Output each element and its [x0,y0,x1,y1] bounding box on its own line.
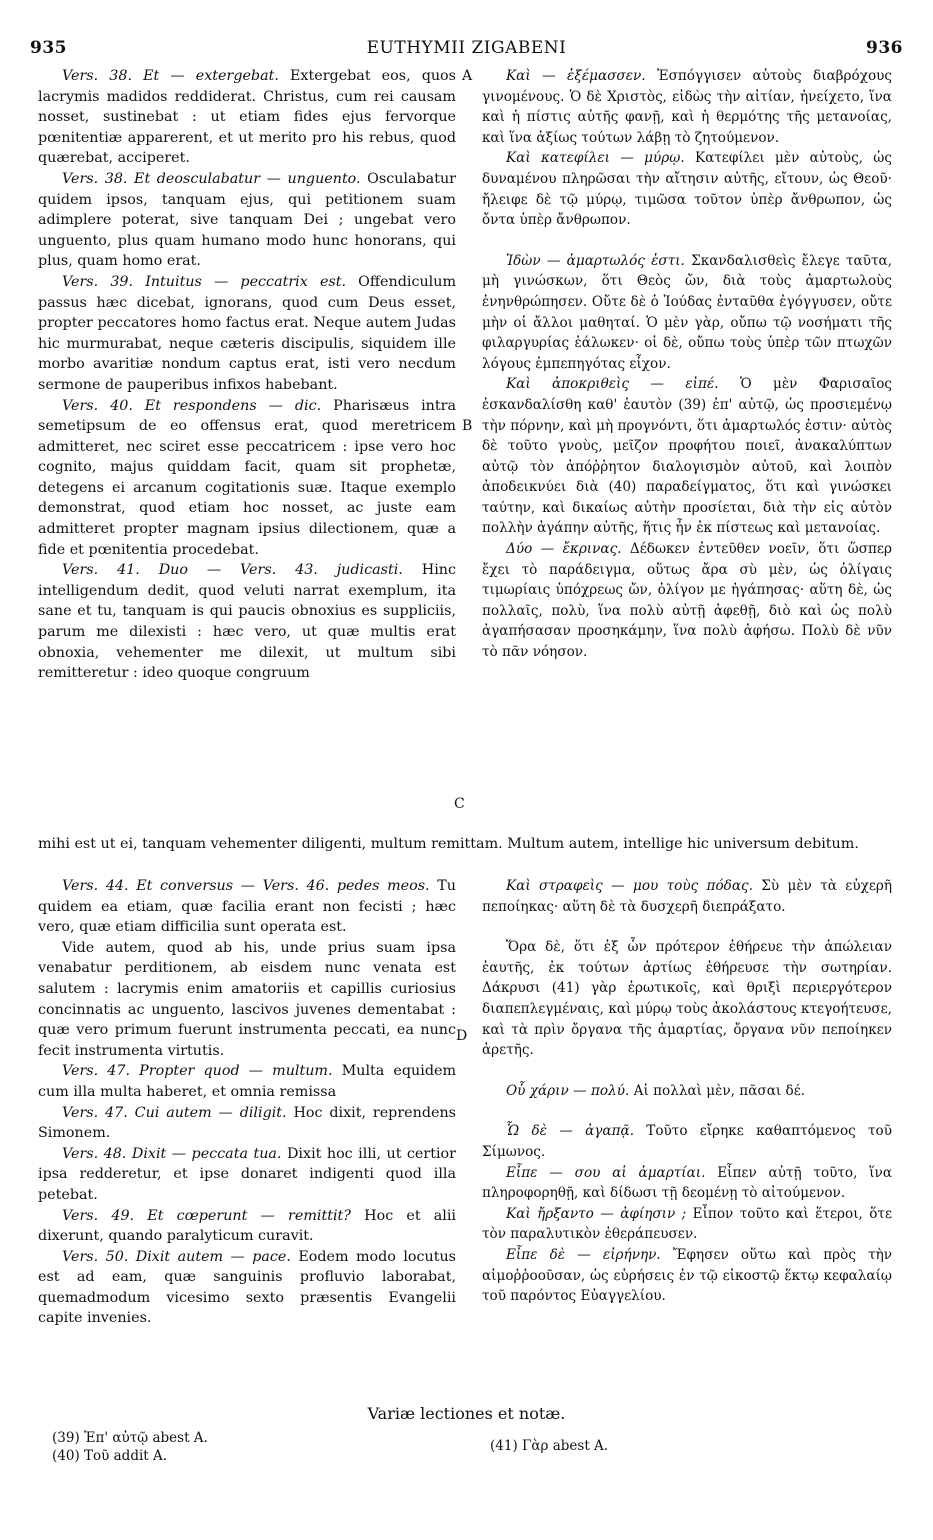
greek-paragraph [482,937,892,1061]
greek-paragraph [482,1204,892,1245]
latin-paragraph [38,876,456,938]
verse-label: Καὶ ἀποκριθεὶς — εἰπέ. [506,376,719,393]
paragraph-text: Tu quidem ea etiam, quæ facilia erant non fecisti ; hæc vero, quæ etiam difficilia sunt operata est. [38,878,456,936]
paragraph-text: Σὺ μὲν τὰ εὐχερῆ πεποίηκας· αὕτη δὲ τὰ δυσχερῆ διεπράξατο. [482,878,892,915]
latin-paragraph [38,1206,456,1247]
greek-paragraph [482,251,892,375]
greek-paragraph [482,1245,892,1307]
margin-letter-d: D [456,1028,468,1044]
verse-label: Καὶ ἤρξαντο — ἀφίησιν ; [506,1205,687,1222]
verse-label: Οὗ χάριν — πολύ. [506,1082,630,1099]
paragraph-text: Τοῦτο εἴρηκε καθαπτόμενος τοῦ Σίμωνος. [482,1123,892,1160]
paragraph-text: Multa equidem cum illa multa haberet, et omnia remissa [38,1063,456,1100]
paragraph-text: Hoc dixit, reprendens Simonem. [38,1104,456,1142]
greek-paragraph [482,1121,892,1162]
paragraph-text: Offendiculum passus hæc dicebat, ignorans, quod cum Deus esset, propter peccatores homo factus erat. Neque autem Judas hic murmurabat, neque cæteris discipulis, siquidem ille morbo avaritiæ nondum captus erat, isti vero necdum sermone de pauperibus infixos habebant. [38,273,456,393]
paragraph-text: Hoc et alii dixerunt, quando paralyticum curavit. [38,1207,457,1245]
verse-label: Καὶ κατεφίλει — μύρῳ. [506,150,685,167]
paragraph-text: Extergebat eos, quos lacrymis madidos reddiderat. Christus, cum rei causam nosset, sustinebat : ut etiam fides ejus fervorque pœnitentiæ apparerent, et ut merito pro his rebus, quod quærebat, acciperet. [38,68,457,167]
verse-label: Εἶπε — σου αἱ ἁμαρτίαι. [506,1164,706,1181]
paragraph-text: Hinc intelligendum dedit, quod veluti narrat exemplum, ita sane et tu, tanquam is qui paucis obnoxius es suppliciis, parum me dilexisti : hæc vero, ut quæ multis erat obnoxia, vehementer me dilexit, ut multum sibi remitteretur : ideo quoque congruum [38,562,456,682]
greek-paragraph [482,1081,892,1102]
verse-label: Vers. 47. Cui autem — diligit. [62,1104,287,1121]
verse-label: Vers. 44. Et conversus — Vers. 46. pedes meos. [62,878,430,894]
paragraph-text: Δέδωκεν ἐντεῦθεν νοεῖν, ὅτι ὥσπερ ἔχει τὸ παράδειγμα, οὕτως ἄρα σὺ μὲν, ὡς ὀλίγαις τιμωρίαις ὑπόχρεως ὤν, ὀλίγον με ἠγάπησας· αὕτη δὲ, ὡς πολλαῖς, πολὺ, ἵνα πολὺ αὐτῇ ἀφεθῇ, διὸ καὶ ὡς πολὺ ἀγαπήσασαν προσηκάμην, ἵνα πολὺ ἀφήσω. Πολὺ δὲ νῦν τὸ πᾶν νόησον. [482,541,892,661]
paragraph-text: Dixit hoc illi, ut certior ipsa redderetur, et ipse donaret indigenti quod illa petebat. [38,1145,456,1203]
verse-label: Εἶπε δὲ — εἰρήνην. [506,1246,661,1263]
note-39: (39) Ἐπ' αὐτῷ abest A. [52,1430,208,1446]
margin-letter-a: A [462,68,473,84]
paragraph-text: Osculabatur quidem ipsos, tanquam ejus, qui petitionem suam adimplere poterat, sive tanquam Dei ; ungebat vero unguento, plus quam humano modo hunc honorans, qui plus, quam homo erat. [38,170,456,270]
paragraph-text: Σκανδαλισθεὶς ἔλεγε ταῦτα, μὴ γινώσκων, ὅτι Θεὸς ὤν, διὰ τοὺς ἁμαρτωλοὺς ἐνηνθρώπησεν. Οὔτε δὲ ὁ Ἰούδας ἐνταῦθα ἐγόγγυσεν, οὔτε μὴν οἱ ἄλλοι μαθηταί. Ὁ μὲν γὰρ, οὔπω τῷ νοσήματι τῆς φιλαργυρίας ἑάλωκεν· οἱ δὲ, οὔπω τοὺς ὑπὲρ τῶν πτωχῶν λόγους ἐμπεπηγότας εἶχον. [482,252,893,372]
greek-paragraph [482,876,892,917]
margin-letter-c: C [454,796,465,812]
latin-paragraph [38,938,456,1062]
verse-label: Ἰδὼν — ἁμαρτωλός ἐστι. [506,252,685,269]
paragraph-text: Κατεφίλει μὲν αὐτοὺς, ὡς δυναμένου πληρῶσαι τὴν αἴτησιν αὐτῆς, εἴτουν, ὡς Θεοῦ· ἤλειφε δὲ τῷ μύρῳ, τιμῶσα τοῦτον ὑπὲρ ἄνθρωπον, ὡς ὄντα ὑπὲρ ἄνθρωπον. [482,150,892,229]
paragraph-text: Ὁ μὲν Φαρισαῖος ἐσκανδαλίσθη καθ' ἑαυτὸν (39) ἐπ' αὐτῷ, ὡς προσιεμένῳ τὴν πόρνην, καὶ μὴ προγνόντι, ὅτι ἁμαρτωλός ἐστιν· αὐτὸς δὲ τοῦτο γνοὺς, μεῖζον προφήτου ποιεῖ, ἀνακαλύπτων αὐτῷ τὸν ἀπόῤῥητον διαλογισμὸν αὐτοῦ, καὶ λοιπὸν ἀποδεικνύει διὰ (40) παραδείγματος, ὅτι καὶ γινώσκει ταύτην, καὶ δικαίως αὐτὴν προσίεται, διὰ τὴν εἰς αὐτὸν πολλὴν ἀγάπην αὐτῆς, ἥτις ἦν ἐκ πίστεως καὶ μετανοίας. [482,376,893,537]
latin-paragraph [38,560,456,684]
verse-label: Vers. 48. Dixit — peccata tua. [62,1145,282,1162]
margin-letter-b: B [462,418,473,434]
latin-paragraph [38,272,456,396]
paragraph-text: Ὅρα δὲ, ὅτι ἐξ ὧν πρότερον ἐθήρευε τὴν ἀπώλειαν ἑαυτῆς, ἐκ τούτων ἀρτίως ἐθήρευσε τὴν σωτηρίαν. Δάκρυσι (41) γὰρ ἐρωτικοῖς, καὶ θριξὶ περιεργότερον διαπεπλεγμέναις, καὶ μύρῳ τοὺς ἀκολάστους κτεγοήτευσε, καὶ τὰ πρὶν ὄργανα τῆς ἁμαρτίας, ὄργανα νῦν πεποίηκεν ἀρετῆς. [482,939,892,1059]
greek-column-upper [482,66,892,663]
verse-label: Vers. 50. Dixit autem — pace. [62,1248,291,1265]
greek-paragraph [482,374,892,539]
latin-paragraph [38,1103,456,1144]
note-41: (41) Γὰρ abest A. [490,1438,609,1454]
verse-label: Δύο — ἔκρινας. [506,541,622,558]
latin-paragraph [38,66,456,169]
paragraph-text: Εἶπεν αὐτῇ τοῦτο, ἵνα πληροφορηθῇ, καὶ δίδωσι τῇ δεομένῃ τὸ αἰτούμενον. [482,1164,892,1202]
latin-paragraph [38,396,456,561]
verse-label: Vers. 38. Et — extergebat. [62,68,279,84]
verse-label: Vers. 38. Et deosculabatur — unguento. [62,170,361,187]
page-number-right: 936 [866,38,903,58]
verse-label: Καὶ — ἐξέμασσεν. [506,68,646,84]
verse-label: Vers. 49. Et cœperunt — remittit? [62,1207,351,1224]
page-header [30,38,903,64]
paragraph-text: Αἱ πολλαὶ μὲν, πᾶσαι δέ. [633,1082,806,1099]
latin-paragraph [38,1144,456,1206]
greek-paragraph [482,66,892,148]
verse-label: Vers. 39. Intuitus — peccatrix est. [62,273,347,290]
full-width-continuation: mihi est ut ei, tanquam vehementer diligenti, multum remittam. Multum autem, intellige hic universum debitum. [38,836,859,852]
verse-label: Vers. 47. Propter quod — multum. [62,1063,333,1080]
latin-column-lower [38,876,456,1329]
paragraph-text: Εἶπον τοῦτο καὶ ἕτεροι, ὅτε τὸν παραλυτικὸν ἐθεράπευσεν. [482,1205,892,1243]
verse-label: Καὶ στραφεὶς — μου τοὺς πόδας. [506,878,753,894]
page-number-left: 935 [30,38,67,58]
latin-paragraph [38,1061,456,1102]
verse-label: Ὧ δὲ — ἀγαπᾷ. [506,1123,635,1140]
greek-paragraph [482,539,892,663]
running-title: EUTHYMII ZIGABENI [366,38,567,58]
verse-label: Vers. 41. Duo — Vers. 43. judicasti. [62,562,403,579]
latin-paragraph [38,1247,456,1329]
greek-column-lower [482,876,892,1307]
greek-paragraph [482,148,892,230]
paragraph-text: Eodem modo locutus est ad eam, quæ sanguinis profluvio laborabat, quemadmodum vicesimo sexto præsentis Evangelii capite invenies. [38,1248,457,1327]
latin-paragraph [38,169,456,272]
greek-paragraph [482,1163,892,1204]
latin-column-upper [38,66,456,684]
paragraph-text: Ἔφησεν οὕτω καὶ πρὸς τὴν αἱμοῤῥοοῦσαν, ὡς εὑρήσεις ἐν τῷ εἰκοστῷ ἕκτῳ κεφαλαίῳ τοῦ παρόντος Εὐαγγελίου. [482,1246,892,1305]
paragraph-text: Pharisæus intra semetipsum de eo offensus erat, quod meretricem admitteret, nec sciret esse peccatricem : ipse vero hoc cognito, majus quiddam facit, quam sit prophetæ, detegens ei arcanum cogitationis suæ. Itaque exemplo demonstrat, quod etiam hoc nosset, ac juste eam admitteret propter magnam ipsius dilectionem, quæ a fide et pœnitentia procedebat. [38,397,456,558]
note-40: (40) Τοῦ addit A. [52,1448,168,1464]
paragraph-text: Vide autem, quod ab his, unde prius suam ipsa venabatur perditionem, ab eisdem nunc venata est salutem : lacrymis enim amatoriis et capillis curiosius concinnatis ac unguento, lascivos juvenes dementabat : quæ vero primum fuerunt instrumenta peccati, ea nunc fecit instrumenta virtutis. [38,939,456,1059]
notes-title: Variæ lectiones et notæ. [367,1404,566,1423]
paragraph-text: Ἐσπόγγισεν αὐτοὺς διαβρόχους γινομένους. Ὁ δὲ Χριστὸς, εἰδὼς τὴν αἰτίαν, ἠνείχετο, ἵνα καὶ ἡ πίστις αὐτῆς φανῇ, καὶ ἡ θερμότης τῆς μετανοίας, καὶ ἵνα ἀξίως τούτων λάβῃ τὸ ζητούμενον. [482,68,893,146]
verse-label: Vers. 40. Et respondens — dic. [62,397,322,414]
